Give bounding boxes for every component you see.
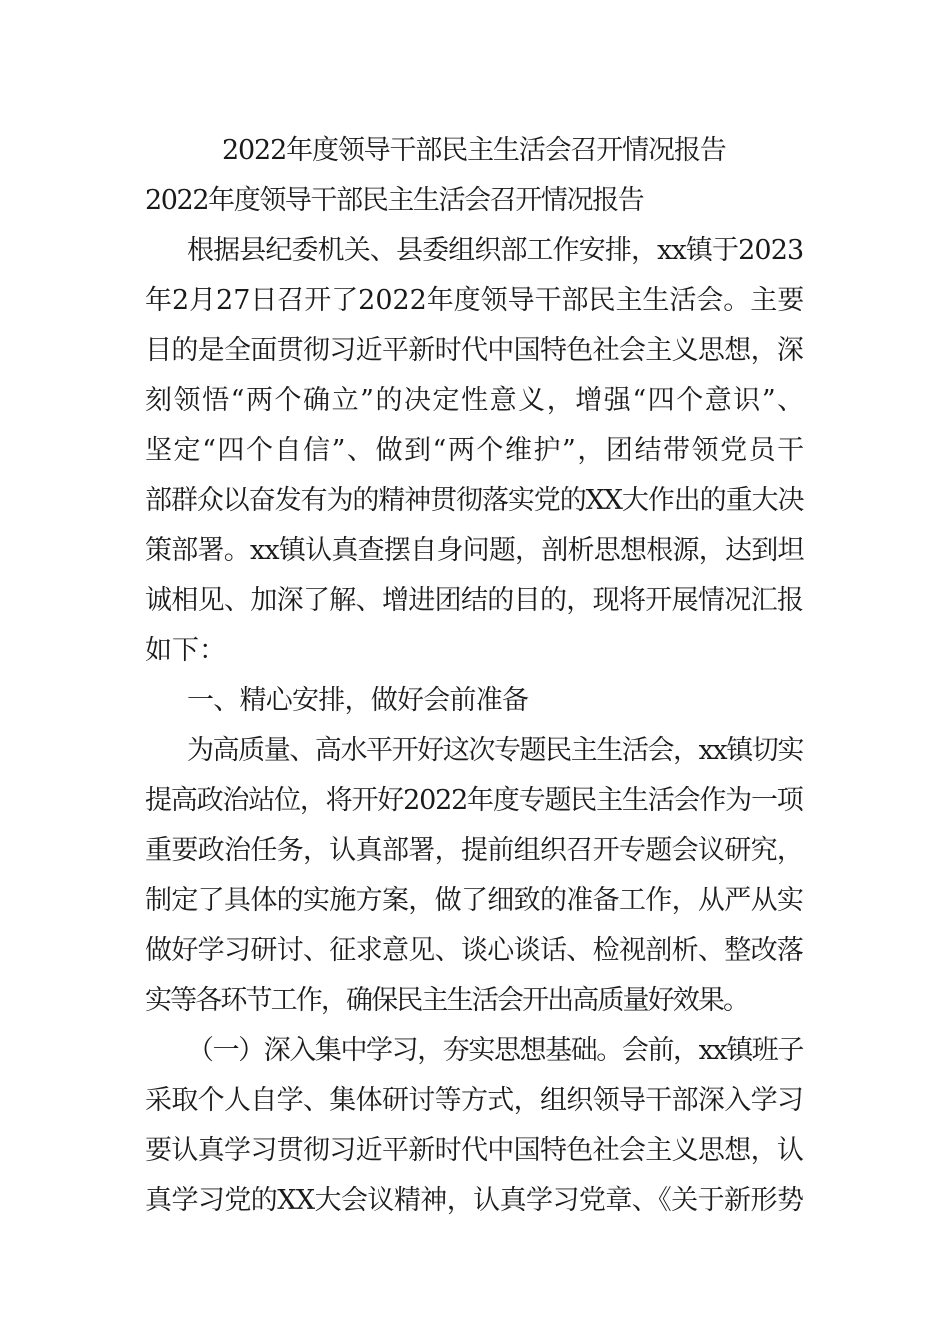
body-line: 真学习党的XX大会议精神，认真学习党章、《关于新形势 — [145, 1185, 804, 1216]
body-line: 刻领悟“两个确立”的决定性意义，增强“四个意识”、 — [145, 385, 806, 416]
body-line: 为高质量、高水平开好这次专题民主生活会，xx镇切实 — [187, 735, 803, 766]
body-line: 如下： — [145, 635, 226, 666]
body-line: 根据县纪委机关、县委组织部工作安排，xx镇于2023 — [187, 235, 804, 266]
body-line: （一）深入集中学习，夯实思想基础。会前，xx镇班子 — [187, 1035, 803, 1066]
body-line: 采取个人自学、集体研讨等方式，组织领导干部深入学习 — [145, 1085, 804, 1116]
body-line: 制定了具体的实施方案，做了细致的准备工作，从严从实 — [145, 885, 804, 916]
body-line: 实等各环节工作，确保民主生活会开出高质量好效果。 — [145, 985, 749, 1016]
body-line: 重要政治任务，认真部署，提前组织召开专题会议研究， — [145, 835, 804, 866]
body-line: 要认真学习贯彻习近平新时代中国特色社会主义思想，认 — [145, 1135, 804, 1166]
body-line: 坚定“四个自信”、做到“两个维护”，团结带领党员干 — [145, 435, 806, 466]
body-line: 做好学习研讨、征求意见、谈心谈话、检视剖析、整改落 — [145, 935, 804, 966]
body-line: 目的是全面贯彻习近平新时代中国特色社会主义思想，深 — [145, 335, 804, 366]
body-line: 年2月27日召开了2022年度领导干部民主生活会。主要 — [145, 285, 805, 316]
body-line: 策部署。xx镇认真查摆自身问题，剖析思想根源，达到坦 — [145, 535, 804, 566]
document-title-centered: 2022年度领导干部民主生活会召开情况报告 — [222, 135, 726, 166]
body-line: 诚相见、加深了解、增进团结的目的，现将开展情况汇报 — [145, 585, 804, 616]
body-line: 部群众以奋发有为的精神贯彻落实党的XX大作出的重大决 — [145, 485, 804, 516]
section-heading: 一、精心安排，做好会前准备 — [187, 685, 529, 716]
document-title: 2022年度领导干部民主生活会召开情况报告 — [145, 185, 644, 216]
body-line: 提高政治站位，将开好2022年度专题民主生活会作为一项 — [145, 785, 803, 816]
